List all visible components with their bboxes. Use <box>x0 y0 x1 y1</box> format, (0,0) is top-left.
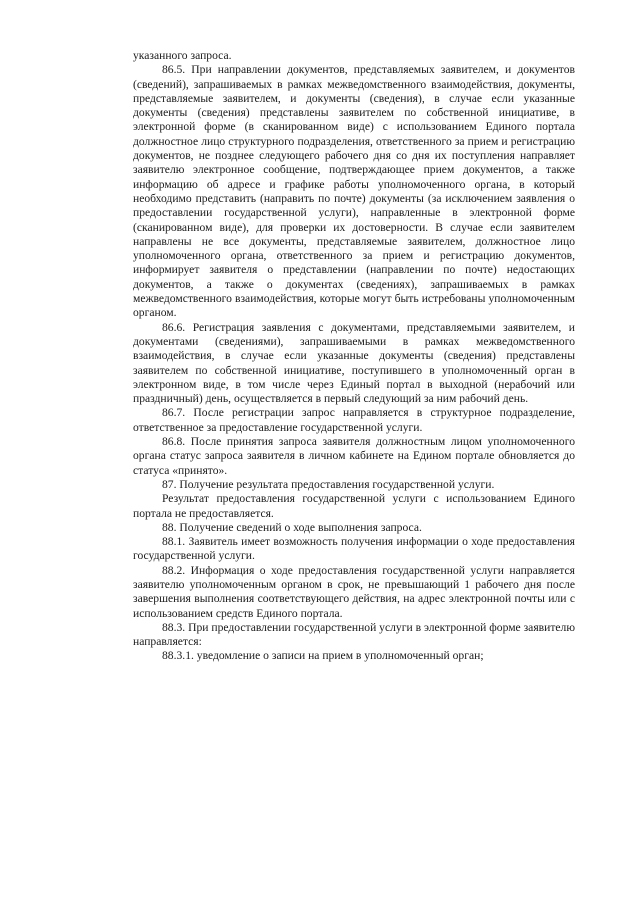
document-body <box>133 49 575 664</box>
paragraph-88-1: 88.1. Заявитель имеет возможность получения информации о ходе предоставления государственной услуги. <box>133 535 575 563</box>
paragraph-86-7: 86.7. После регистрации запрос направляется в структурное подразделение, ответственное за предоставление государственной услуги. <box>133 406 575 434</box>
paragraph-88: 88. Получение сведений о ходе выполнения запроса. <box>162 520 422 534</box>
paragraph-87: 87. Получение результата предоставления государственной услуги. <box>162 477 495 491</box>
paragraph-continuation: указанного запроса. <box>133 49 232 62</box>
paragraph-86-5: 86.5. При направлении документов, представляемых заявителем, и документов (сведений), запрашиваемых в рамках межведомственного взаимодействия, документы, представляемые заявителем, и документы (сведения), в случае если указанные документы (сведения) представлены заявителем по собственной инициативе, в электронной форме (в сканированном виде) с использованием Единого портала должностное лицо структурного подразделения, ответственного за прием и регистрацию документов, не позднее следующего рабочего дня со дня их поступления направляет заявителю электронное сообщение, подтверждающее прием документов, а также информацию об адресе и графике работы уполномоченного органа, в который необходимо представить (направить по почте) документы (за исключением заявления о предоставлении государственной услуги), направленные в электронной форме (сканированном виде), для проверки их достоверности. В случае если заявителем направлены не все документы, представляемые заявителем, должностное лицо уполномоченного органа, ответственного за прием и регистрацию документов, информирует заявителя о представлении (направлении по почте) недостающих документов, а также о документах (сведениях), запрашиваемых в рамках межведомственного взаимодействия, которые могут быть истребованы уполномоченным органом. <box>133 63 575 320</box>
paragraph-88-3-1: 88.3.1. уведомление о записи на прием в уполномоченный орган; <box>162 649 484 663</box>
paragraph-86-6: 86.6. Регистрация заявления с документами, представляемыми заявителем, и документами (сведениями), запрашиваемыми в рамках межведомственного взаимодействия, в случае если указанные документы (сведения) представлены заявителем по собственной инициативе, поступившего в уполномоченный орган в электронном виде, в том числе через Единый портал в выходной (нерабочий или праздничный) день, осуществляется в первый следующий за ним рабочий день. <box>133 320 575 406</box>
paragraph-87-result: Результат предоставления государственной услуги с использованием Единого портала не предоставляется. <box>133 492 575 520</box>
paragraph-86-8: 86.8. После принятия запроса заявителя должностным лицом уполномоченного органа статус запроса заявителя в личном кабинете на Едином портале обновляется до статуса «принято». <box>133 435 575 477</box>
paragraph-88-2: 88.2. Информация о ходе предоставления государственной услуги направляется заявителю уполномоченным органом в срок, не превышающий 1 рабочего дня после завершения выполнения соответствующего действия, на адрес электронной почты или с использованием средств Единого портала. <box>133 563 575 620</box>
paragraph-88-3: 88.3. При предоставлении государственной услуги в электронной форме заявителю направляется: <box>133 620 575 649</box>
